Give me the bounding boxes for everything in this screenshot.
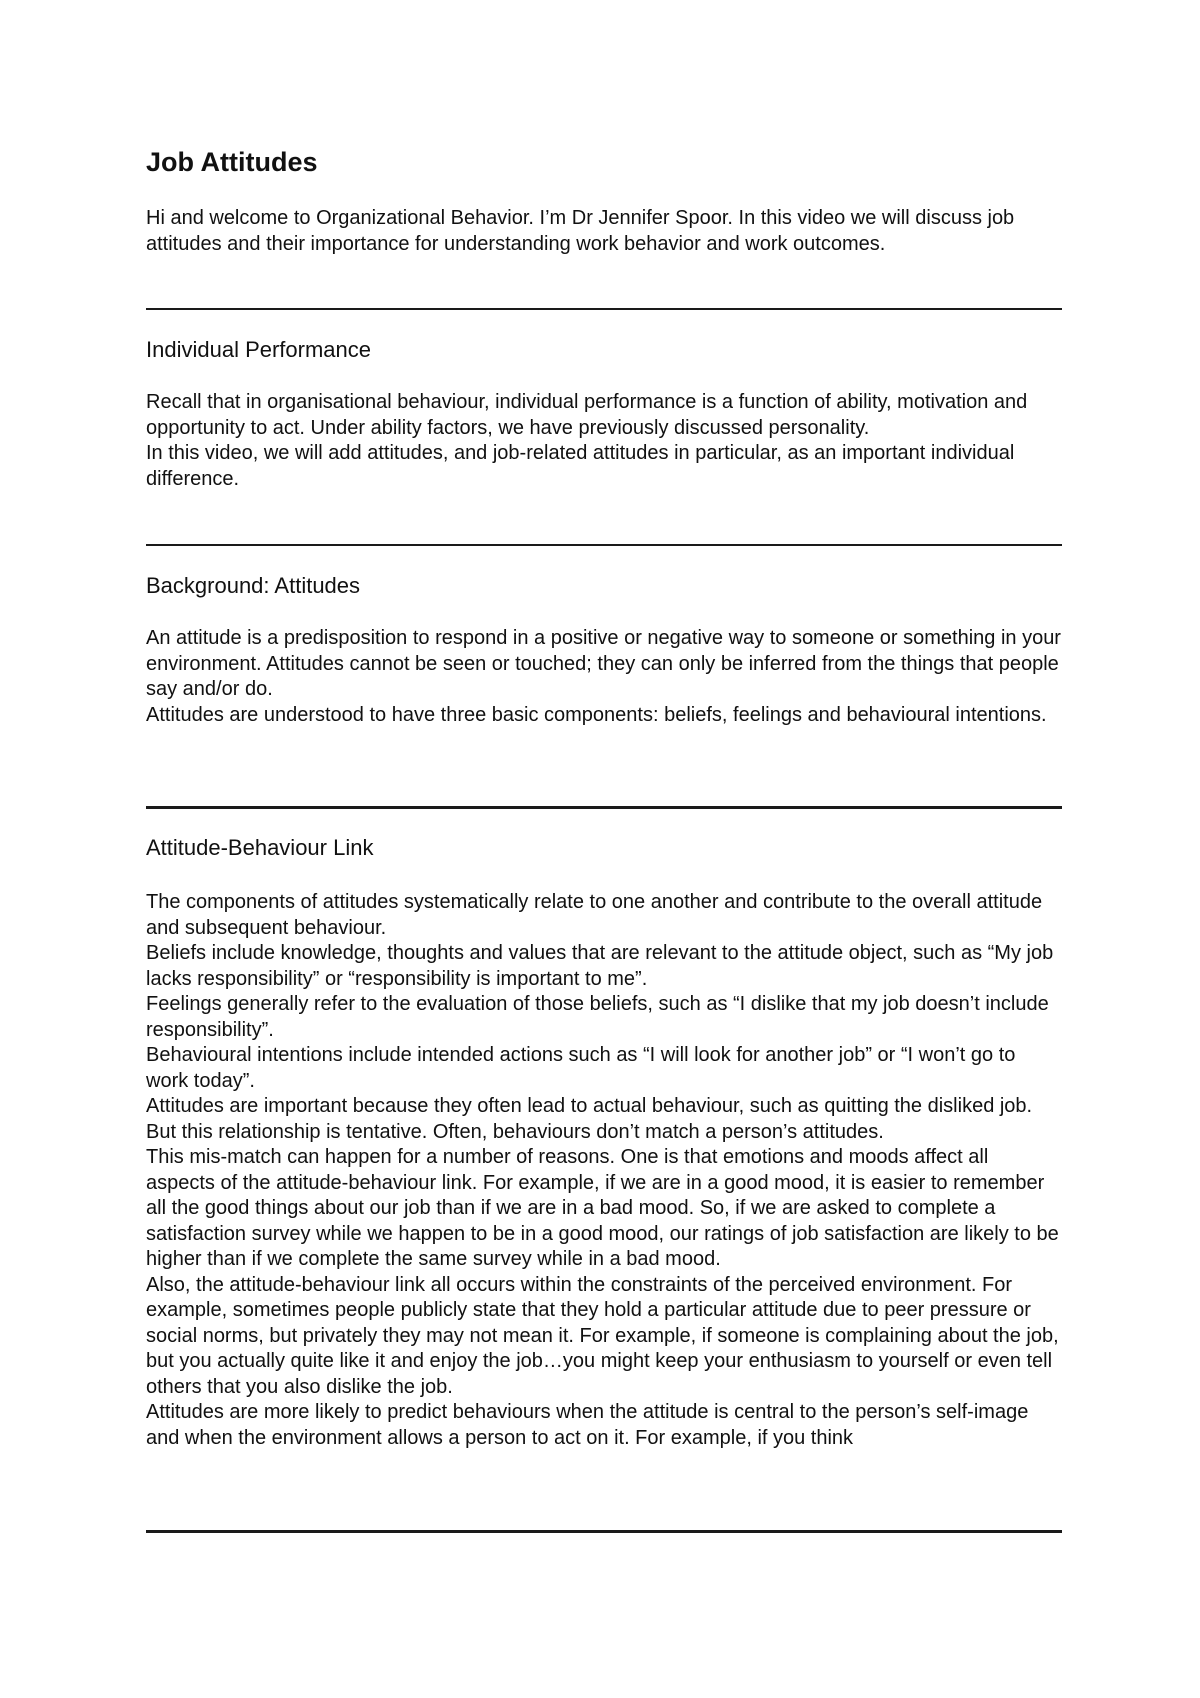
paragraph: The components of attitudes systematically relate to one another and contribute to the overall attitude and subsequent behaviour. <box>146 891 1043 939</box>
paragraph: This mis-match can happen for a number of reasons. One is that emotions and moods affect all aspects of the attitude-behaviour link. For example, if we are in a good mood, it is easier to remember all the good things about our job than if we are in a bad mood. So, if we are asked to complete a satisfaction survey while we happen to be in a good mood, our ratings of job satisfaction are likely to be higher than if we complete the same survey while in a bad mood. <box>146 1146 1059 1270</box>
section-individual-performance-body <box>146 390 1062 492</box>
paragraph: Also, the attitude-behaviour link all occurs within the constraints of the perceived environment. For example, sometimes people publicly state that they hold a particular attitude due to peer pressure or social norms, but privately they may not mean it. For example, if someone is complaining about the job, but you actually quite like it and enjoy the job…you might keep your enthusiasm to yourself or even tell others that you also dislike the job. <box>146 1273 1059 1398</box>
paragraph: An attitude is a predisposition to respond in a positive or negative way to someone or something in your environment. Attitudes cannot be seen or touched; they can only be inferred from the things that people say and/or do. <box>146 627 1061 700</box>
intro-text: Hi and welcome to Organizational Behavior. I’m Dr Jennifer Spoor. In this video we will discuss job attitudes and their importance for understanding work behavior and work outcomes. <box>146 207 1015 255</box>
paragraph: Behavioural intentions include intended actions such as “I will look for another job” or “I won’t go to work today”. <box>146 1044 1016 1092</box>
intro-paragraph <box>146 206 1062 257</box>
section-divider-3 <box>146 806 1062 809</box>
section-divider-2 <box>146 544 1062 546</box>
document-title: Job Attitudes <box>146 147 318 177</box>
heading-background-attitudes: Background: Attitudes <box>146 573 361 598</box>
page-bottom-rule <box>146 1530 1062 1533</box>
paragraph: Feelings generally refer to the evaluation of those beliefs, such as “I dislike that my job doesn’t include responsibility”. <box>146 993 1049 1041</box>
paragraph: In this video, we will add attitudes, and job-related attitudes in particular, as an important individual difference. <box>146 442 1015 490</box>
paragraph: Beliefs include knowledge, thoughts and values that are relevant to the attitude object, such as “My job lacks responsibility” or “responsibility is important to me”. <box>146 942 1054 990</box>
paragraph: Recall that in organisational behaviour, individual performance is a function of ability, motivation and opportunity to act. Under ability factors, we have previously discussed personality. <box>146 391 1028 439</box>
section-divider-1 <box>146 308 1062 310</box>
paragraph: Attitudes are understood to have three basic components: beliefs, feelings and behavioural intentions. <box>146 703 1047 726</box>
heading-attitude-behaviour-link: Attitude-Behaviour Link <box>146 835 374 860</box>
paragraph: Attitudes are more likely to predict behaviours when the attitude is central to the person’s self-image and when the environment allows a person to act on it. For example, if you think <box>146 1401 1029 1449</box>
section-attitude-behaviour-link-body <box>146 890 1062 1451</box>
paragraph: Attitudes are important because they often lead to actual behaviour, such as quitting the disliked job. But this relationship is tentative. Often, behaviours don’t match a person’s attitudes. <box>146 1095 1033 1143</box>
heading-individual-performance: Individual Performance <box>146 337 372 362</box>
section-background-attitudes-body <box>146 626 1062 728</box>
